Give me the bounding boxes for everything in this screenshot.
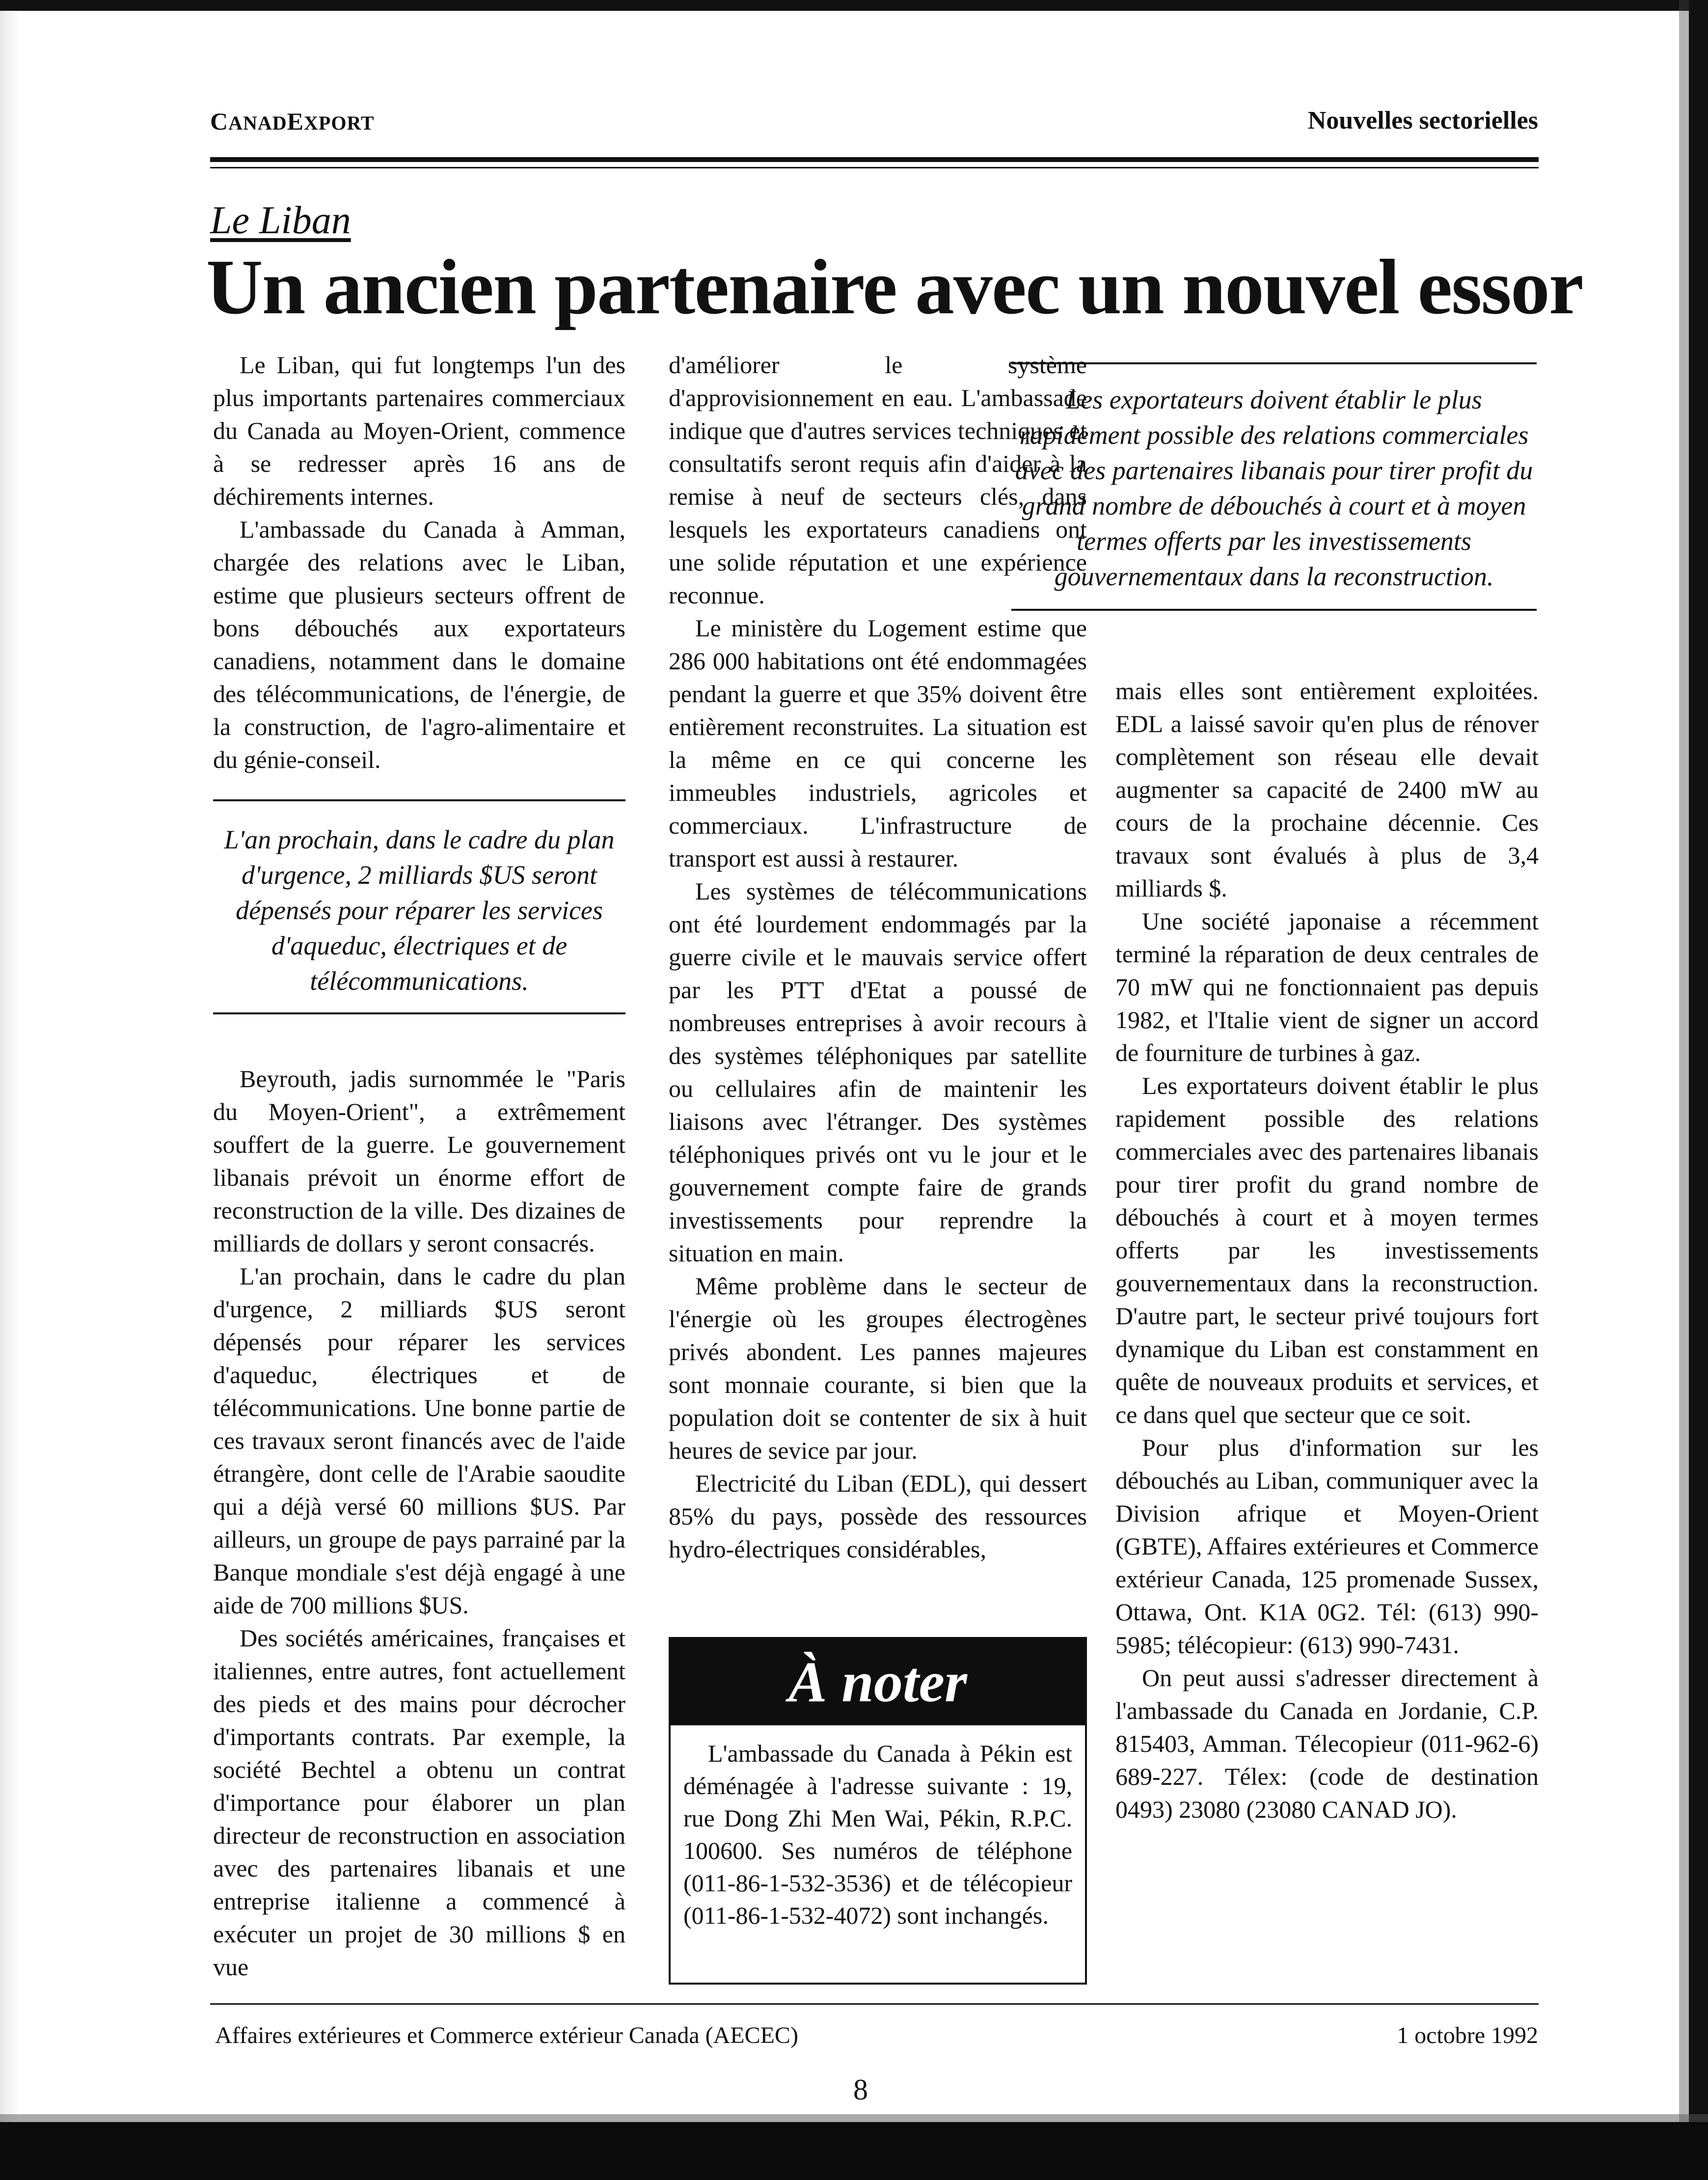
publication-name: CANADEXPORT: [210, 108, 375, 135]
paragraph: d'améliorer le système d'approvisionnement en eau. L'ambassade indique que d'autres services techniques et consultatifs seront requis afin d'aider à la remise à neuf de secteurs clés, dans lesquels les exportateurs canadiens ont une solide réputation et une expérience reconnue.: [669, 351, 1087, 609]
scan-edge-right: [1689, 0, 1708, 2180]
header-rule-thick: [210, 157, 1539, 162]
footer-publisher: Affaires extérieures et Commerce extérieur Canada (AECEC): [215, 2022, 798, 2048]
pullquote-right: Les exportateurs doivent établir le plus rapidement possible des relations commerciales avec des partenaires libanais pour tirer profit du grand nombre de débouchés à court et à moyen termes offerts par les investissements gouvernementaux dans la reconstruction.: [1011, 362, 1537, 611]
paragraph: Le Liban, qui fut longtemps l'un des plus importants partenaires commerciaux du Canada au Moyen-Orient, commence à se redresser après 16 ans de déchirements internes.: [213, 351, 625, 510]
page-number: 8: [853, 2073, 868, 2106]
scan-edge-left: [0, 0, 20, 2180]
scan-edge-bottom: [0, 2122, 1708, 2180]
article-kicker: Le Liban: [210, 199, 351, 242]
header-rule-thin: [210, 167, 1539, 168]
paragraph: On peut aussi s'adresser directement à l'ambassade du Canada en Jordanie, C.P. 815403, Amman. Télecopieur (011-962-6) 689-227. Télex: (code de destination 0493) 23080 (23080 CANAD JO).: [1115, 1664, 1539, 1823]
note-box-title: À noter: [671, 1639, 1085, 1725]
paragraph: Electricité du Liban (EDL), qui dessert 85% du pays, possède des ressources hydro-électriques considérables,: [669, 1470, 1087, 1563]
paragraph: Beyrouth, jadis surnommée le "Paris du Moyen-Orient", a extrêmement souffert de la guerre. Le gouvernement libanais prévoit un énorme effort de reconstruction de la ville. Des dizaines de milliards de dollars y seront consacrés.: [213, 1065, 625, 1257]
note-box-body: L'ambassade du Canada à Pékin est déménagée à l'adresse suivante : 19, rue Dong Zhi Men Wai, Pékin, R.P.C. 100600. Ses numéros de téléphone (011-86-1-532-3536) et de télécopieur (011-86-1-532-4072) sont inchangés.: [683, 1740, 1072, 1929]
paragraph: L'ambassade du Canada à Amman, chargée des relations avec le Liban, estime que plusieurs secteurs offrent de bons débouchés aux exportateurs canadiens, notamment dans le domaine des télécommunications, de l'énergie, de la construction, de l'agro-alimentaire et du génie-conseil.: [213, 516, 625, 773]
section-name: Nouvelles sectorielles: [1307, 107, 1538, 135]
article-column-1b: [213, 1063, 625, 1984]
footer-date: 1 octobre 1992: [1397, 2022, 1538, 2048]
paragraph: Les systèmes de télécommunications ont été lourdement endommagés par la guerre civile et le mauvais service offert par les PTT d'Etat a poussé de nombreuses entreprises à avoir recours à des systèmes téléphoniques par satellite ou cellulaires afin de maintenir les liaisons avec l'étranger. Des systèmes téléphoniques privés ont vu le jour et le gouvernement compte faire de grands investissements pour reprendre la situation en main.: [669, 877, 1087, 1267]
footer-rule: [210, 2003, 1539, 2005]
note-box: [669, 1637, 1087, 1985]
paragraph: Une société japonaise a récemment terminé la réparation de deux centrales de 70 mW qui ne fonctionnaient pas depuis 1982, et l'Italie vient de signer un accord de fourniture de turbines à gaz.: [1115, 907, 1539, 1066]
paragraph: Le ministère du Logement estime que 286 000 habitations ont été endommagées pendant la guerre et que 35% doivent être entièrement reconstruites. La situation est la même en ce qui concerne les immeubles industriels, agricoles et commerciaux. L'infrastructure de transport est aussi à restaurer.: [669, 614, 1087, 872]
paragraph: Même problème dans le secteur de l'énergie où les groupes électrogènes privés abondent. Les pannes majeures sont monnaie courante, si bien que la population doit se contenter de six à huit heures de sevice par jour.: [669, 1272, 1087, 1464]
paragraph: Les exportateurs doivent établir le plus rapidement possible des relations commerciales avec des partenaires libanais pour tirer profit du grand nombre de débouchés à court et à moyen termes offerts par les investissements gouvernementaux dans la reconstruction. D'autre part, le secteur privé toujours fort dynamique du Liban est constamment en quête de nouveaux produits et services, et ce dans quel que secteur que ce soit.: [1115, 1072, 1539, 1428]
scan-edge-bottom-shadow: [0, 2114, 1708, 2122]
paragraph: mais elles sont entièrement exploitées. EDL a laissé savoir qu'en plus de rénover complètement son réseau elle devait augmenter sa capacité de 2400 mW au cours de la prochaine décennie. Ces travaux sont évalués à plus de 3,4 milliards $.: [1115, 677, 1539, 902]
paragraph: Des sociétés américaines, françaises et italiennes, entre autres, font actuellement des pieds et des mains pour décrocher d'importants contrats. Par exemple, la société Bechtel a obtenu un contrat d'importance pour élaborer un plan directeur de reconstruction en association avec des partenaires libanais et une entreprise italienne a commencé à exécuter un projet de 30 millions $ en vue: [213, 1624, 625, 1981]
paragraph: Pour plus d'information sur les débouchés au Liban, communiquer avec la Division afrique et Moyen-Orient (GBTE), Affaires extérieures et Commerce extérieur Canada, 125 promenade Sussex, Ottawa, Ont. K1A 0G2. Tél: (613) 990-5985; télécopieur: (613) 990-7431.: [1115, 1434, 1539, 1659]
article-column-3: [1115, 675, 1539, 1826]
pullquote-left: L'an prochain, dans le cadre du plan d'urgence, 2 milliards $US seront dépensés pour réparer les services d'aqueduc, électriques et de télécommunications.: [213, 799, 625, 1014]
paragraph: L'an prochain, dans le cadre du plan d'urgence, 2 milliards $US seront dépensés pour réparer les services d'aqueduc, électriques et de télécommunications. Une bonne partie de ces travaux seront financés avec de l'aide étrangère, dont celle de l'Arabie saoudite qui a déjà versé 60 millions $US. Par ailleurs, un groupe de pays parrainé par la Banque mondiale s'est déjà engagé à une aide de 700 millions $US.: [213, 1262, 625, 1619]
scan-edge-top: [0, 0, 1708, 11]
article-headline: Un ancien partenaire avec un nouvel essor: [206, 243, 1583, 330]
article-column-1a: [213, 349, 625, 776]
scan-edge-right-shadow: [1679, 0, 1689, 2180]
